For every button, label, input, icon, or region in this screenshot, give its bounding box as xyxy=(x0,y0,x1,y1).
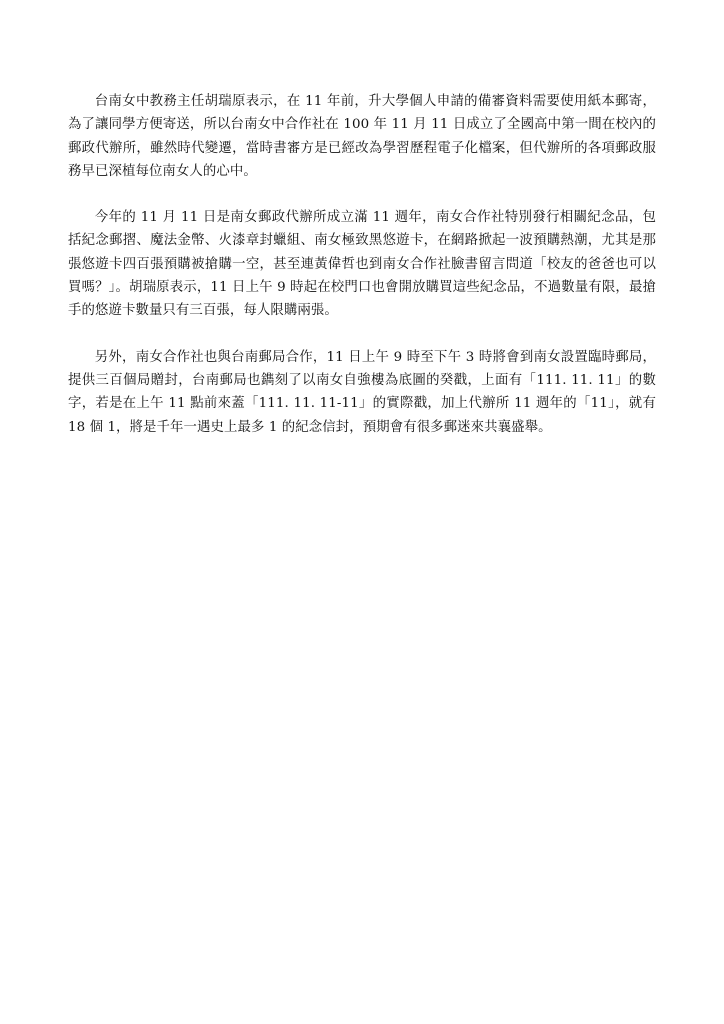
paragraph-2: 今年的 11 月 11 日是南女郵政代辦所成立滿 11 週年，南女合作社特別發行相關紀念品，包括紀念郵摺、魔法金幣、火漆章封蠟組、南女極致黑悠遊卡，在網路掀起一波預購熱潮，尤其是那張悠遊卡四百張預購被搶購一空，甚至連黃偉哲也到南女合作社臉書留言問道「校友的爸爸也可以買嗎？」。胡瑞原表示，11 日上午 9 時起在校門口也會開放購買這些紀念品，不過數量有限，最搶手的悠遊卡數量只有三百張，每人限購兩張。 xyxy=(68,210,656,319)
paragraph-1: 台南女中教務主任胡瑞原表示，在 11 年前，升大學個人申請的備審資料需要使用紙本郵寄，為了讓同學方便寄送，所以台南女中合作社在 100 年 11 月 11 日成立了全國高中第一間在校內的郵政代辦所，雖然時代變遷，當時書審方是已經改為學習歷程電子化檔案，但代辦所的各項郵政服務早已深植每位南女人的心中。 xyxy=(68,94,656,179)
article-body xyxy=(68,90,656,462)
paragraph-3: 另外，南女合作社也與台南郵局合作，11 日上午 9 時至下午 3 時將會到南女設置臨時郵局，提供三百個局贈封，台南郵局也鐫刻了以南女自強樓為底圖的癸戳，上面有「111. 11. 11」的數字，若是在上午 11 點前來蓋「111. 11. 11-11」的實際戳，加上代辦所 11 週年的「11」，就有 18 個 1，將是千年一遇史上最多 1 的紀念信封，預期會有很多郵迷來共襄盛舉。 xyxy=(68,349,656,435)
